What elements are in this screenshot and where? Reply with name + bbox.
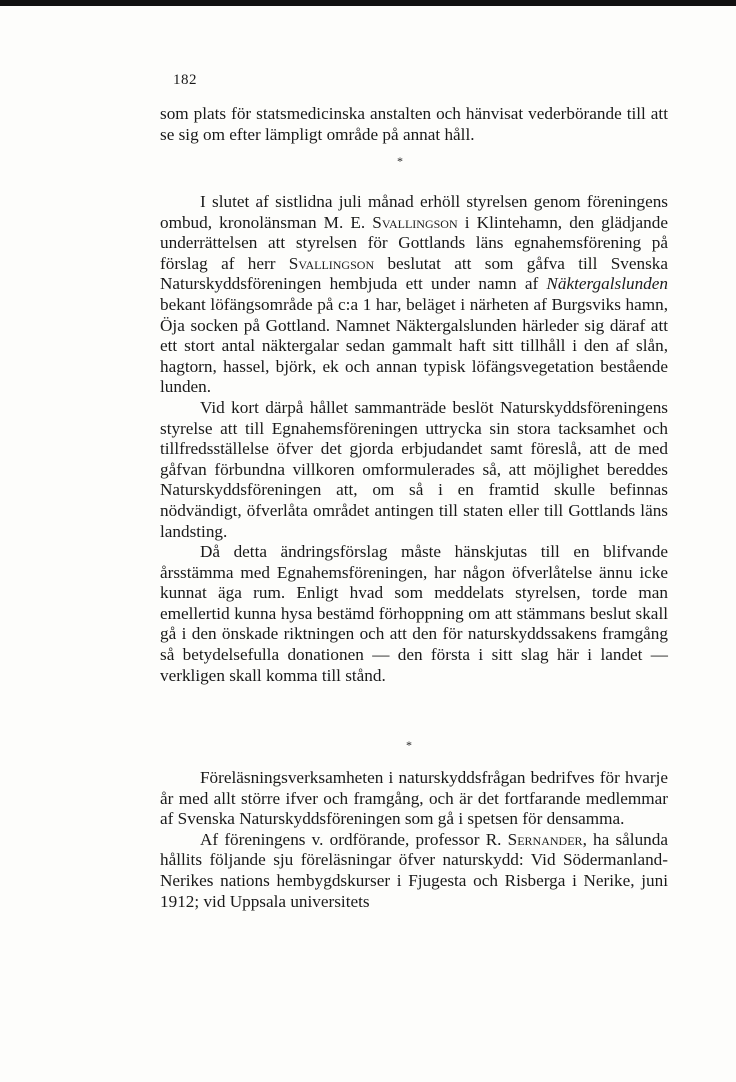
paragraph: Då detta ändringsförslag måste hänskjutas till en blifvande årsstämma med Egnahemsföreningen, har någon öfverlåtelse ännu icke kunnat äga rum. Enligt hvad som meddelats styrelsen, torde man emellertid kunna hysa bestämd förhoppning om att stämmans beslut skall gå i den önskade riktningen och att den för naturskyddssakens framgång så betydelsefulla donationen — den första i sitt slag här i landet — verkligen skall komma till stånd. <box>160 542 668 685</box>
paragraph: som plats för statsmedicinska anstalten och hänvisat vederbörande till att se sig om efter lämpligt område på annat håll. <box>160 104 668 144</box>
page-number: 182 <box>173 72 197 88</box>
section-2 <box>160 192 668 686</box>
scan-top-edge <box>0 0 736 6</box>
text-run: I slutet af sistlidna juli månad erhöll styrelsen genom föreningens ombud, kronolänsman M. E. <box>160 192 668 232</box>
section-1 <box>160 104 668 145</box>
section-separator: * <box>406 738 412 752</box>
person-name: Sernander <box>507 829 583 849</box>
place-name: Näktergalslunden <box>546 274 668 294</box>
person-name: Svallingson <box>372 212 458 232</box>
paragraph: Föreläsningsverksamheten i naturskyddsfrågan bedrifves för hvarje år med allt större ifver och framgång, och är det fortfarande medlemmar af Svenska Naturskyddsföreningen som gå i spetsen för densamma. <box>160 768 668 829</box>
paragraph <box>160 830 668 912</box>
person-name: Svallingson <box>288 253 375 273</box>
section-3 <box>160 768 668 912</box>
section-separator: * <box>397 154 403 168</box>
paragraph <box>160 192 668 398</box>
text-run: i Klintehamn, den glädjande underrättelsen att styrelsen för Gottlands läns egnahemsförening på förslag af herr <box>160 212 668 273</box>
text-run: Af föreningens v. ordförande, professor R. <box>200 829 508 849</box>
text-run: , ha sålunda hållits följande sju föreläsningar öfver naturskydd: Vid Södermanland-Nerikes nations hembygdskurser i Fjugesta och Risberga i Nerike, juni 1912; vid Uppsala universitets <box>160 829 668 911</box>
paragraph: Vid kort därpå hållet sammanträde beslöt Naturskyddsföreningens styrelse att till Egnahemsföreningen uttrycka sin stora tacksamhet och tillfredsställelse öfver det gjorda erbjudandet samt föreslå, att de med gåfvan förbundna villkoren omformulerades så, att möjlighet bereddes Naturskyddsföreningen att, om så i en framtid skulle befinnas nödvändigt, öfverlåta området antingen till staten eller till Gottlands läns landsting. <box>160 397 668 541</box>
text-run: beslutat att som gåfva till Svenska Naturskyddsföreningen hembjuda ett under namn af <box>160 253 668 294</box>
text-run: bekant löfängsområde på c:a 1 har, beläget i närheten af Burgsviks hamn, Öja socken på Gottland. Namnet Näktergalslunden härleder sig däraf att ett stort antal näktergalar sedan gammalt haft sitt tillhåll i den af slån, hagtorn, hassel, björk, ek och annan typisk löfängsvegetation bestående lunden. <box>160 294 668 397</box>
